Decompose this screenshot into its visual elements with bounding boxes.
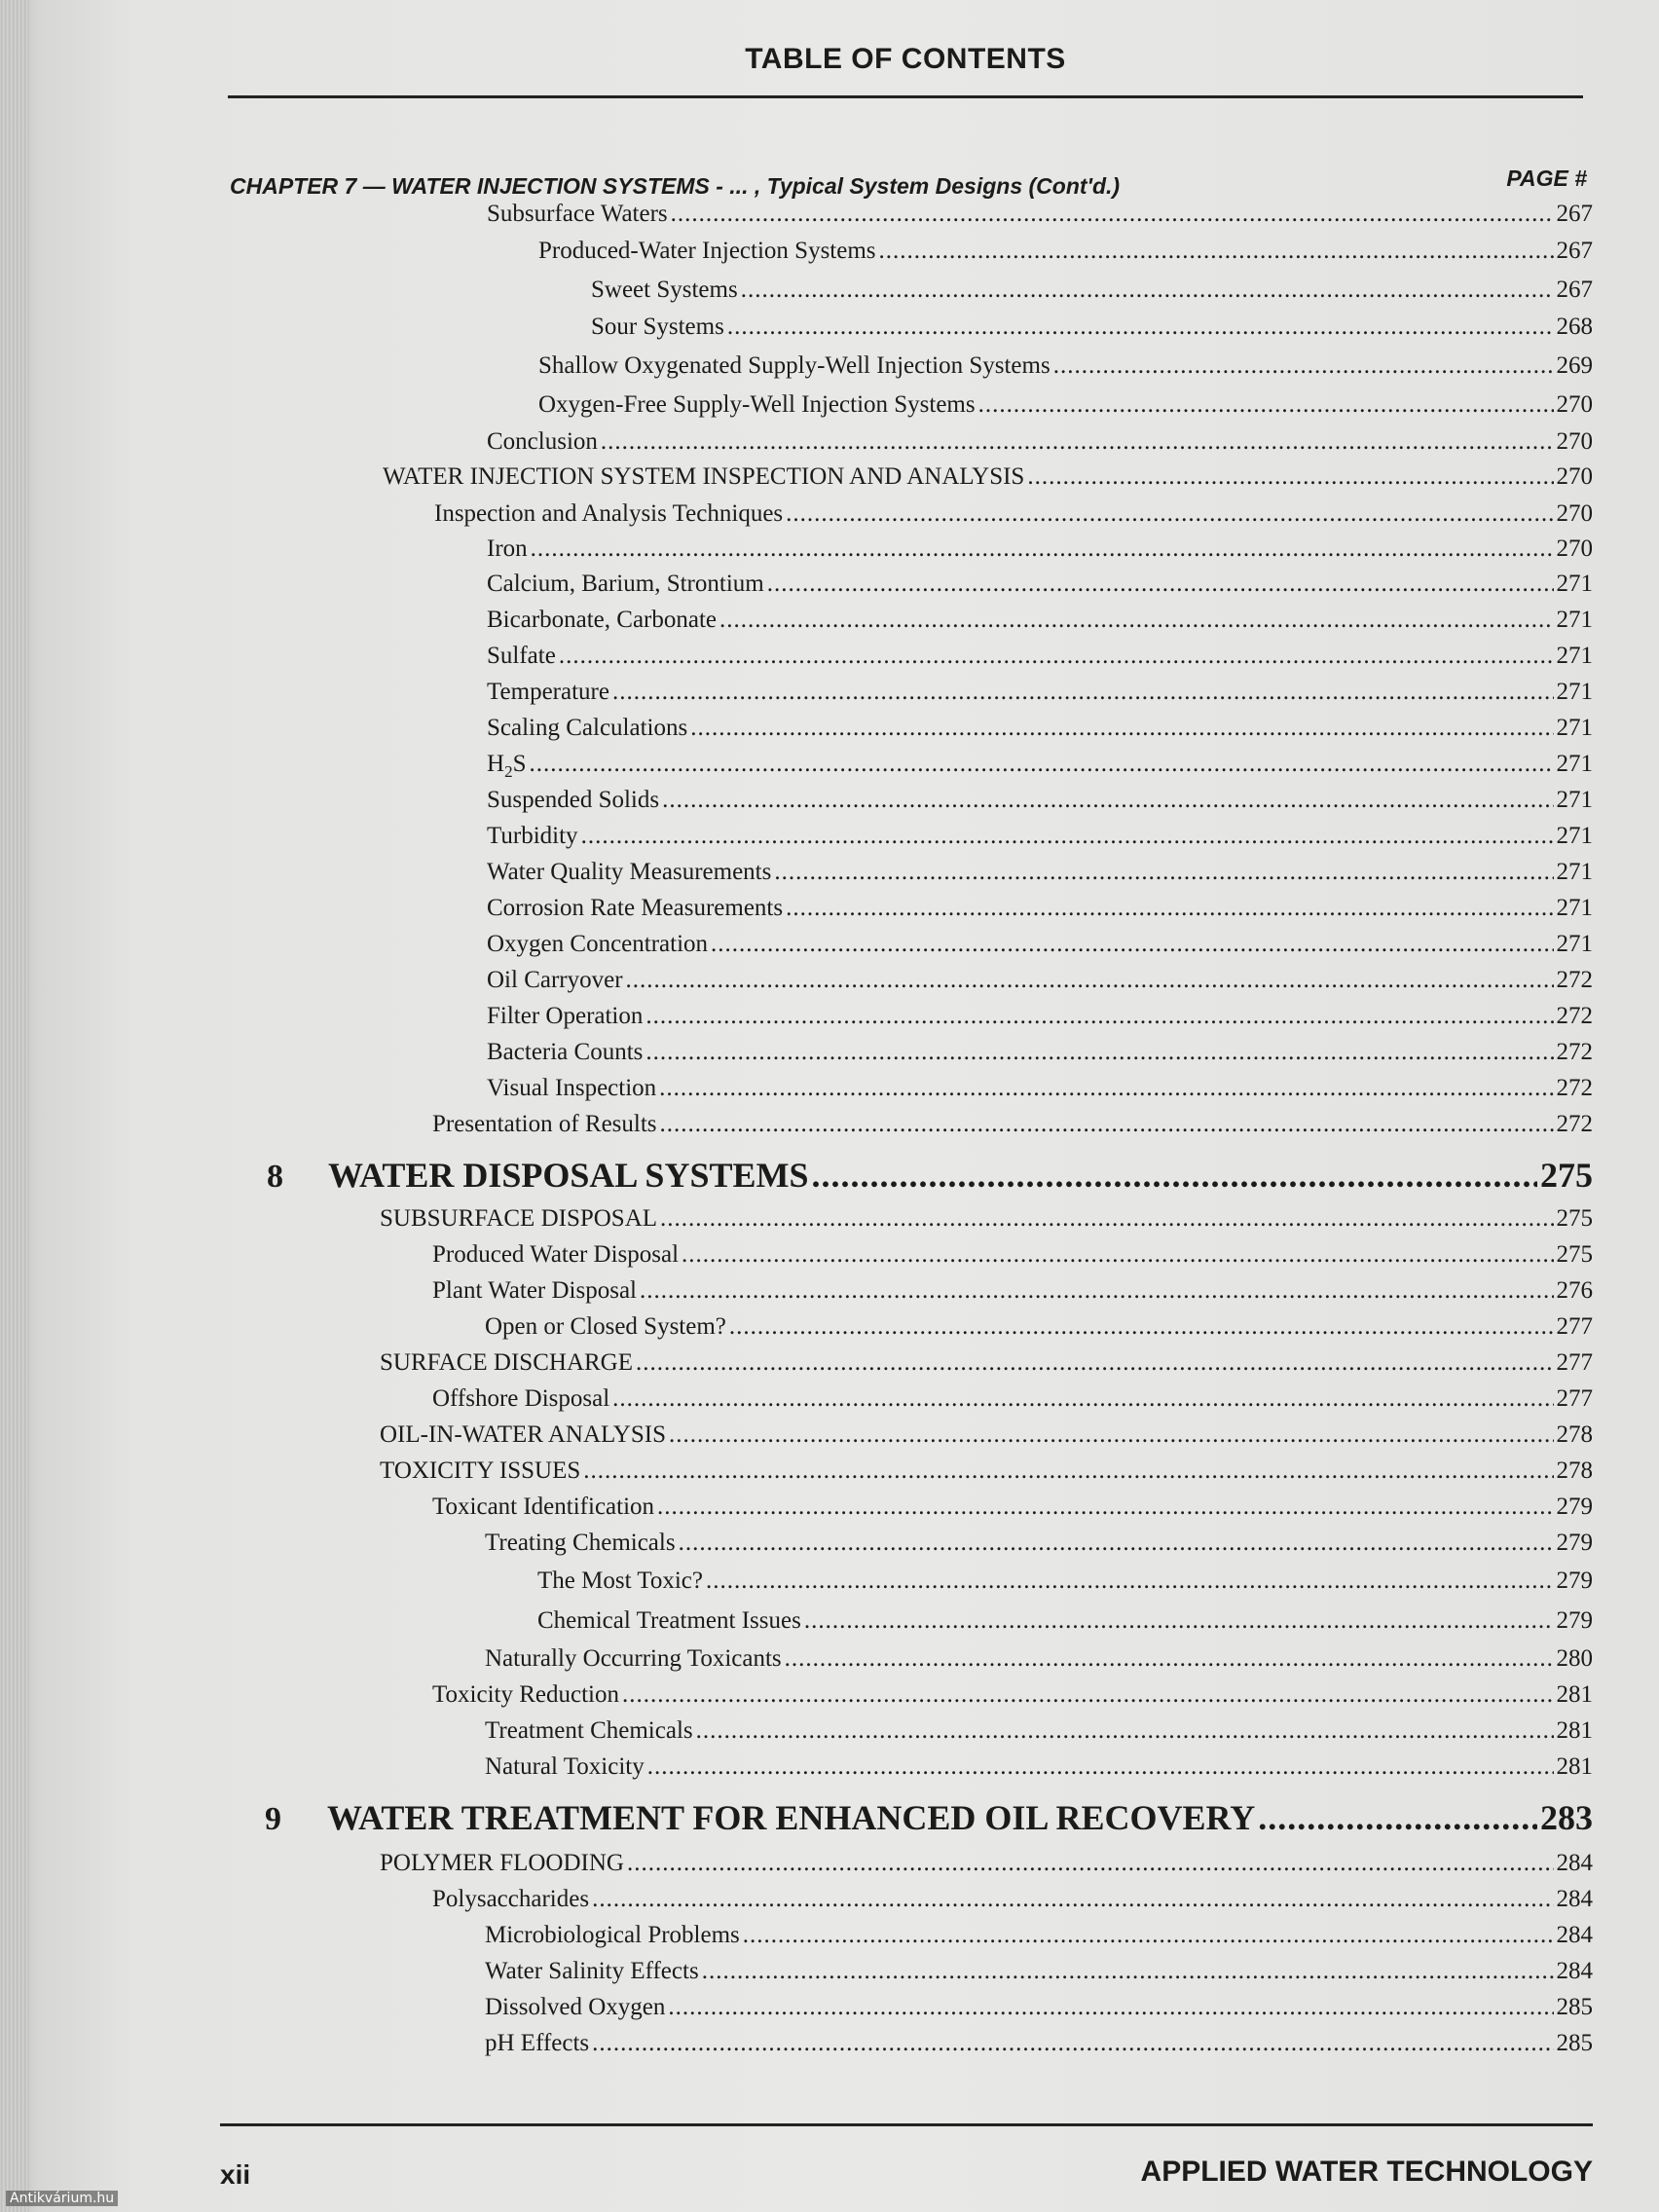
toc-entry: Bacteria Counts ..... 272 [487,1039,1593,1066]
toc-entry: Subsurface Waters ..... 267 [487,201,1593,228]
toc-entry: Microbiological Problems ..... 284 [485,1922,1593,1949]
toc-entry: Conclusion ..... 270 [487,428,1593,456]
toc-entry: OIL-IN-WATER ANALYSIS ..... 278 [380,1421,1593,1449]
watermark: Antikvárium.hu [6,2191,118,2206]
toc-entry: Scaling Calculations ..... 271 [487,715,1593,742]
toc-entry: Oxygen-Free Supply-Well Injection Systems ..... 270 [538,391,1593,419]
toc-entry: Temperature ..... 271 [487,679,1593,706]
toc-entry: Toxicant Identification ..... 279 [432,1493,1593,1521]
toc-entry: Toxicity Reduction ..... 281 [432,1681,1593,1709]
toc-entry: pH Effects ..... 285 [485,2030,1593,2057]
toc-entry: Oxygen Concentration ..... 271 [487,931,1593,958]
toc-entry: Chemical Treatment Issues ..... 279 [537,1607,1593,1635]
footer-rule [220,2123,1593,2126]
toc-entry: Treatment Chemicals ..... 281 [485,1717,1593,1745]
toc-entry: POLYMER FLOODING ..... 284 [380,1850,1593,1877]
toc-entry: Sulfate ..... 271 [487,643,1593,670]
toc-entry: SURFACE DISCHARGE ..... 277 [380,1349,1593,1377]
toc-entry: Suspended Solids ..... 271 [487,787,1593,814]
toc-entry: Inspection and Analysis Techniques ..... 270 [434,500,1593,528]
toc-entry: Naturally Occurring Toxicants ..... 280 [485,1645,1593,1673]
toc-entry: Treating Chemicals ..... 279 [485,1530,1593,1557]
toc-entry: TOXICITY ISSUES ..... 278 [380,1457,1593,1485]
toc-entry: Polysaccharides ..... 284 [432,1886,1593,1913]
toc-entry: Iron ..... 270 [487,535,1593,563]
chapter-continued-heading: CHAPTER 7 — WATER INJECTION SYSTEMS - ... , Typical System Designs (Cont'd.) [230,173,1121,199]
toc-entry: Calcium, Barium, Strontium ..... 271 [487,571,1593,598]
toc-entry: Presentation of Results ..... 272 [432,1111,1593,1138]
toc-entry: Natural Toxicity ..... 281 [485,1753,1593,1781]
toc-entry: Open or Closed System? ..... 277 [485,1313,1593,1341]
toc-entry: Dissolved Oxygen ..... 285 [485,1994,1593,2021]
toc-entry: Water Salinity Effects ..... 284 [485,1958,1593,1985]
toc-entry: SUBSURFACE DISPOSAL ..... 275 [380,1205,1593,1233]
toc-entry: $H_2S$ ..... 271 [487,751,1593,782]
chapter-number: 8 [267,1159,283,1195]
toc-entry: Turbidity ..... 271 [487,823,1593,850]
page-header-title: TABLE OF CONTENTS [745,43,1066,75]
toc-entry: Sweet Systems ..... 267 [591,276,1593,304]
toc-entry: Bicarbonate, Carbonate ..... 271 [487,607,1593,634]
toc-entry: Visual Inspection ..... 272 [487,1075,1593,1102]
toc-entry: Sour Systems ..... 268 [591,313,1593,341]
toc-chapter-entry: WATER TREATMENT FOR ENHANCED OIL RECOVERY ..... 283 [327,1797,1593,1838]
page-number: xii [220,2159,251,2190]
toc-entry: Filter Operation ..... 272 [487,1003,1593,1030]
book-title: APPLIED WATER TECHNOLOGY [1140,2156,1593,2188]
toc-entry: WATER INJECTION SYSTEM INSPECTION AND ANALYSIS ..... 270 [383,463,1593,491]
toc-entry: Corrosion Rate Measurements ..... 271 [487,895,1593,922]
toc-entry: Plant Water Disposal ..... 276 [432,1277,1593,1305]
toc-entry: Oil Carryover ..... 272 [487,967,1593,994]
toc-entry: Water Quality Measurements ..... 271 [487,859,1593,886]
toc-chapter-entry: WATER DISPOSAL SYSTEMS ..... 275 [328,1155,1593,1196]
toc-entry: The Most Toxic? ..... 279 [537,1567,1593,1595]
page-column-label: PAGE # [1506,166,1587,191]
toc-entry: Offshore Disposal ..... 277 [432,1385,1593,1413]
toc-entry: Shallow Oxygenated Supply-Well Injection Systems ..... 269 [538,352,1593,380]
toc-entry: Produced Water Disposal ..... 275 [432,1241,1593,1269]
chapter-number: 9 [265,1801,281,1837]
toc-entry: Produced-Water Injection Systems ..... 267 [538,238,1593,265]
